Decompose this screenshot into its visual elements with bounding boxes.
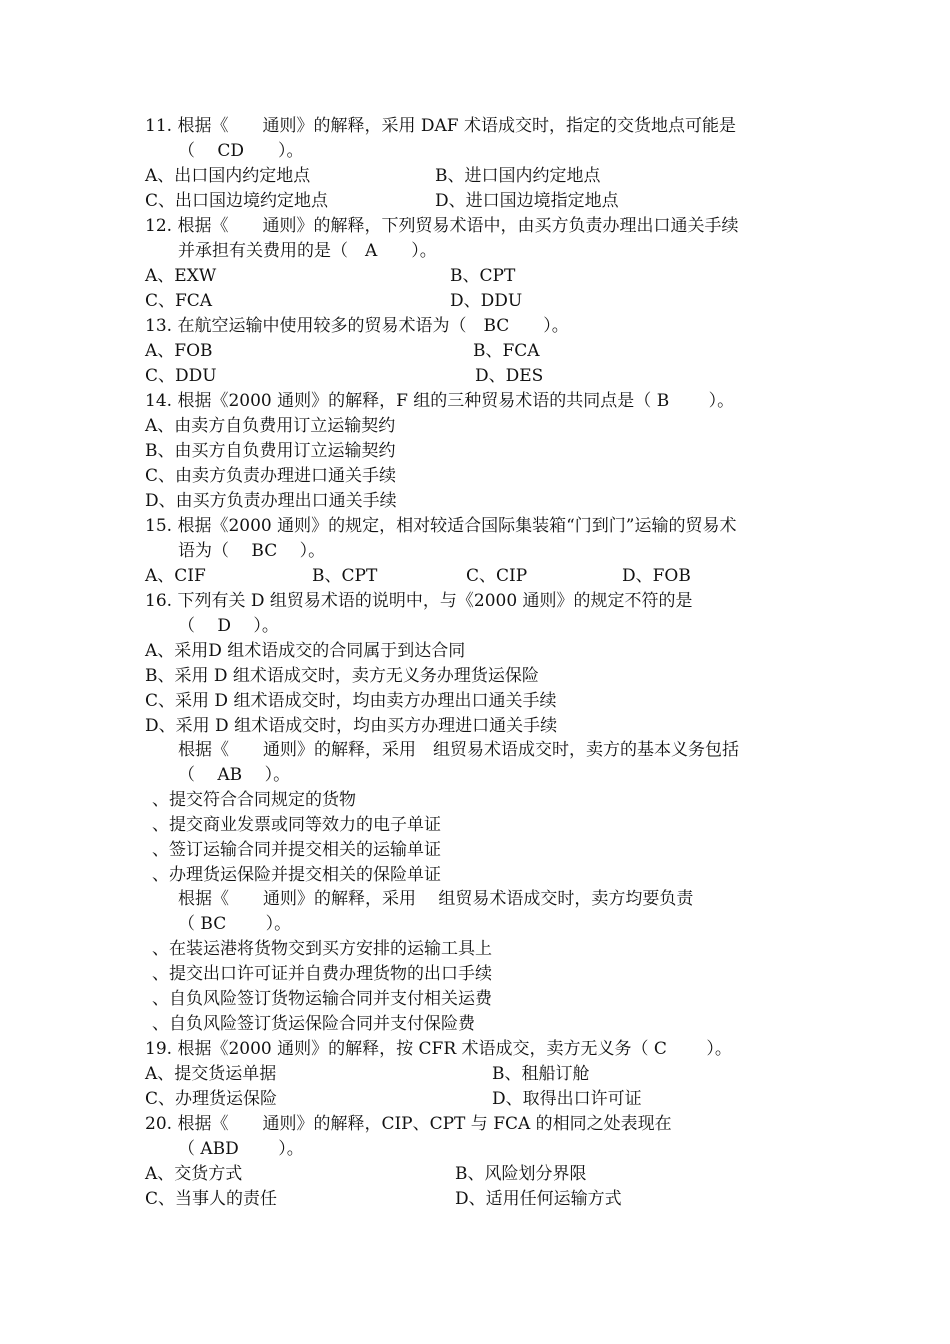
question-12-option-c: C、FCA — [145, 291, 213, 311]
question-18-stem-line-2: （ BC ）。 — [178, 914, 292, 934]
question-20-option-d: D、适用任何运输方式 — [455, 1189, 622, 1209]
question-18-option-4: 、自负风险签订货运保险合同并支付保险费 — [152, 1014, 475, 1034]
question-15-option-c: C、CIP — [466, 566, 528, 586]
question-19-option-a: A、提交货运单据 — [145, 1064, 277, 1084]
question-12-option-a: A、EXW — [145, 266, 217, 286]
question-13-stem: 13. 在航空运输中使用较多的贸易术语为（ BC ）。 — [145, 316, 569, 336]
question-17-option-3: 、签订运输合同并提交相关的运输单证 — [152, 840, 441, 860]
question-20-option-a: A、交货方式 — [145, 1164, 243, 1184]
question-11-option-b: B、进口国内约定地点 — [435, 166, 601, 186]
question-12-stem-line-1: 12. 根据《 通则》的解释，下列贸易术语中，由买方负责办理出口通关手续 — [145, 216, 739, 236]
question-19-option-c: C、办理货运保险 — [145, 1089, 278, 1109]
question-18-option-1: 、在装运港将货物交到买方安排的运输工具上 — [152, 939, 492, 959]
question-16-option-a: A、采用D 组术语成交的合同属于到达合同 — [145, 641, 466, 661]
question-15-stem-line-1: 15. 根据《2000 通则》的规定，相对较适合国际集装箱“门到门”运输的贸易术 — [145, 516, 737, 536]
question-16-option-d: D、采用 D 组术语成交时，均由买方办理进口通关手续 — [145, 716, 558, 736]
question-17-option-2: 、提交商业发票或同等效力的电子单证 — [152, 815, 441, 835]
question-19-option-d: D、取得出口许可证 — [492, 1089, 642, 1109]
question-20-stem-line-2: （ ABD ）。 — [178, 1139, 304, 1159]
question-14-option-d: D、由买方负责办理出口通关手续 — [145, 491, 397, 511]
question-13-option-b: B、FCA — [473, 341, 540, 361]
question-13-option-a: A、FOB — [145, 341, 213, 361]
question-11-option-a: A、出口国内约定地点 — [145, 166, 311, 186]
question-15-option-b: B、CPT — [312, 566, 378, 586]
question-17-option-1: 、提交符合合同规定的货物 — [152, 790, 356, 810]
question-18-stem-line-1: 根据《 通则》的解释，采用 组贸易术语成交时，卖方均要负责 — [178, 889, 694, 909]
question-17-stem-line-2: （ AB ）。 — [178, 765, 291, 785]
question-13-option-d: D、DES — [475, 366, 544, 386]
question-14-option-a: A、由卖方自负费用订立运输契约 — [145, 416, 396, 436]
question-17-option-4: 、办理货运保险并提交相关的保险单证 — [152, 865, 441, 885]
question-12-option-b: B、CPT — [450, 266, 516, 286]
question-11-option-d: D、进口国边境指定地点 — [435, 191, 619, 211]
question-14-stem: 14. 根据《2000 通则》的解释，F 组的三种贸易术语的共同点是（ B ）。 — [145, 391, 735, 411]
question-14-option-c: C、由卖方负责办理进口通关手续 — [145, 466, 397, 486]
question-19-stem: 19. 根据《2000 通则》的解释，按 CFR 术语成交，卖方无义务（ C ）。 — [145, 1039, 732, 1059]
question-15-stem-line-2: 语为（ BC ）。 — [178, 541, 326, 561]
question-19-option-b: B、租船订舱 — [492, 1064, 590, 1084]
question-11-option-c: C、出口国边境约定地点 — [145, 191, 329, 211]
question-12-option-d: D、DDU — [450, 291, 523, 311]
question-18-option-3: 、自负风险签订货物运输合同并支付相关运费 — [152, 989, 492, 1009]
question-16-option-b: B、采用 D 组术语成交时，卖方无义务办理货运保险 — [145, 666, 539, 686]
question-20-stem-line-1: 20. 根据《 通则》的解释，CIP、CPT 与 FCA 的相同之处表现在 — [145, 1114, 672, 1134]
question-14-option-b: B、由买方自负费用订立运输契约 — [145, 441, 396, 461]
question-16-stem-line-1: 16. 下列有关 D 组贸易术语的说明中，与《2000 通则》的规定不符的是 — [145, 591, 693, 611]
question-12-stem-line-2: 并承担有关费用的是（ A ）。 — [178, 241, 437, 261]
question-15-option-d: D、FOB — [622, 566, 691, 586]
question-16-option-c: C、采用 D 组术语成交时，均由卖方办理出口通关手续 — [145, 691, 557, 711]
question-18-option-2: 、提交出口许可证并自费办理货物的出口手续 — [152, 964, 492, 984]
question-15-option-a: A、CIF — [145, 566, 206, 586]
question-11-stem-line-1: 11. 根据《 通则》的解释，采用 DAF 术语成交时，指定的交货地点可能是 — [145, 116, 736, 136]
question-20-option-b: B、风险划分界限 — [455, 1164, 587, 1184]
question-11-stem-line-2: （ CD ）。 — [178, 141, 304, 161]
question-13-option-c: C、DDU — [145, 366, 217, 386]
question-20-option-c: C、当事人的责任 — [145, 1189, 278, 1209]
question-16-stem-line-2: （ D ）。 — [178, 616, 279, 636]
question-17-stem-line-1: 根据《 通则》的解释，采用 组贸易术语成交时，卖方的基本义务包括 — [178, 740, 739, 760]
